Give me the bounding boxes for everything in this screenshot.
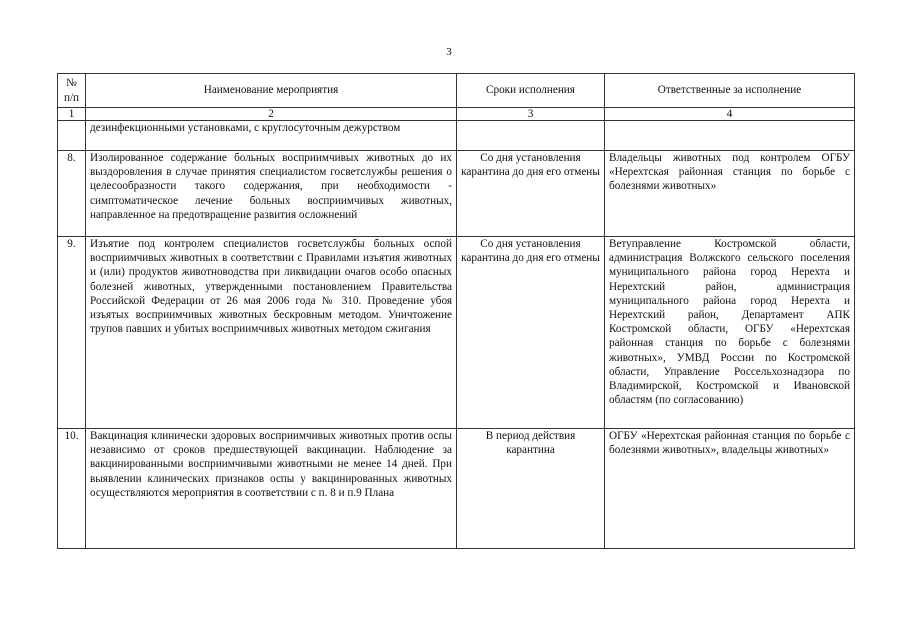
table-header-row — [58, 74, 855, 108]
column-number: 1 — [58, 108, 86, 121]
header-deadline: Сроки исполнения — [457, 74, 605, 108]
table-row — [58, 429, 855, 549]
row-deadline: В период действия карантина — [457, 429, 605, 549]
row-activity: Изолированное содержание больных восприимчивых животных до их выздоровления в случае принятия специалистом госветслужбы решения о целесообразности такого содержания, при необходимости - симптоматическое лечение больных восприимчивых животных, направленное на предотвращение развития осложнений — [86, 151, 457, 237]
column-number: 4 — [605, 108, 855, 121]
row-responsible: ОГБУ «Нерехтская районная станция по борьбе с болезнями животных», владельцы животных» — [605, 429, 855, 549]
column-number: 2 — [86, 108, 457, 121]
table-row — [58, 151, 855, 237]
row-deadline: Со дня установления карантина до дня его отмены — [457, 151, 605, 237]
row-responsible: Ветуправление Костромской области, администрация Волжского сельского поселения муниципального района город Нерехта и Нерехтский район, администрация муниципального района город Нерехта и Нерехтский район, Департамент АПК Костромской области, ОГБУ «Нерехтская районная станция по борьбе с болезнями животных», УМВД России по Костромской области, Управление Россельхознадзора по Владимирской, Костромской и Ивановской областям (по согласованию) — [605, 237, 855, 429]
activities-table — [57, 73, 855, 549]
header-activity: Наименование мероприятия — [86, 74, 457, 108]
row-number: 8. — [58, 151, 86, 237]
header-responsible: Ответственные за исполнение — [605, 74, 855, 108]
row-responsible — [605, 121, 855, 151]
column-number: 3 — [457, 108, 605, 121]
row-responsible: Владельцы животных под контролем ОГБУ «Нерехтская районная станция по борьбе с болезнями животных» — [605, 151, 855, 237]
table-row — [58, 237, 855, 429]
row-number — [58, 121, 86, 151]
row-activity: дезинфекционными установками, с круглосуточным дежурством — [86, 121, 457, 151]
row-number: 9. — [58, 237, 86, 429]
row-activity: Изъятие под контролем специалистов госветслужбы больных оспой восприимчивых животных в соответствии с Правилами изъятия животных и (или) продуктов животноводства при ликвидации очагов особо опасных болезней животных, утвержденными постановлением Правительства Российской Федерации от 26 мая 2006 года № 310. Проведение убоя изъятых восприимчивых животных бескровным методом. Уничтожение трупов павших и убитых восприимчивых животных методом сжигания — [86, 237, 457, 429]
column-number-row — [58, 108, 855, 121]
row-number: 10. — [58, 429, 86, 549]
row-activity: Вакцинация клинически здоровых восприимчивых животных против оспы независимо от сроков предшествующей вакцинации. Наблюдение за вакцинированными восприимчивыми животными не менее 14 дней. При выявлении клинических признаков оспы у вакцинированных животных осуществляются мероприятия в соответствии с п. 8 и п.9 Плана — [86, 429, 457, 549]
table-row — [58, 121, 855, 151]
row-deadline — [457, 121, 605, 151]
header-number: № п/п — [58, 74, 86, 108]
row-deadline: Со дня установления карантина до дня его отмены — [457, 237, 605, 429]
page-number: 3 — [446, 46, 452, 58]
